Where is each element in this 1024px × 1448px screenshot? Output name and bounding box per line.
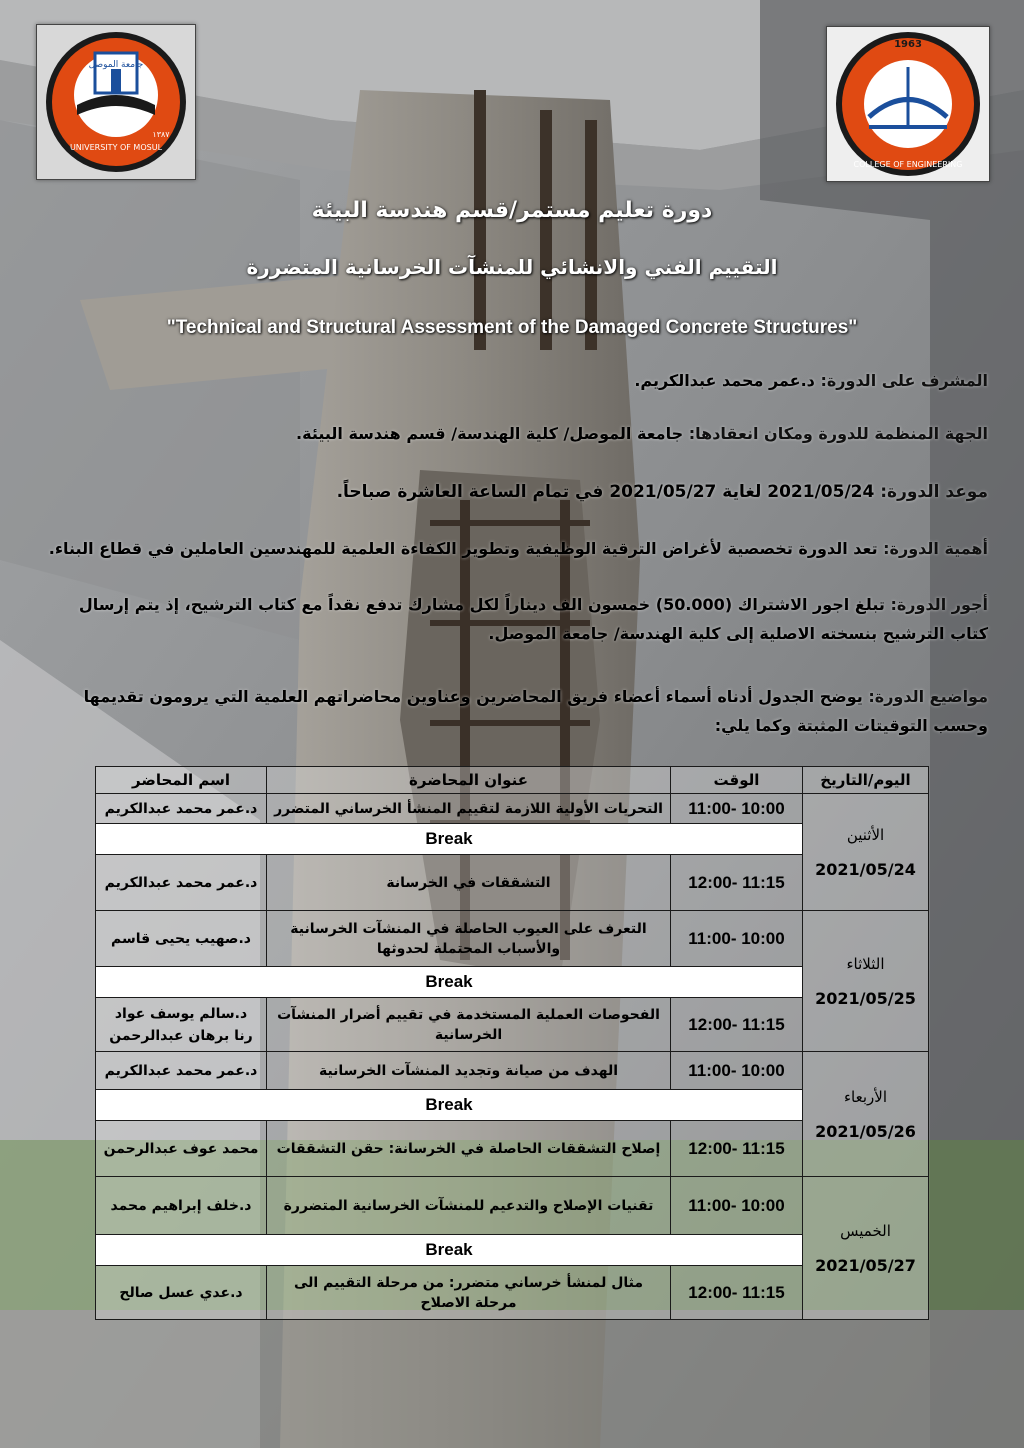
session-topic: التعرف على العيوب الحاصلة في المنشآت الخرسانية والأسباب المحتملة لحدوثها — [267, 911, 671, 967]
session-lecturer: د.عمر محمد عبدالكريم — [96, 1052, 267, 1090]
table-row — [96, 794, 929, 824]
supervisor-line — [40, 366, 988, 395]
session-lecturer: د.صهيب يحيى قاسم — [96, 911, 267, 967]
organizer-line — [40, 419, 988, 448]
session-time: 11:15 -12:00 — [671, 855, 803, 911]
session-topic: تقنيات الإصلاح والتدعيم للمنشآت الخرسانية المتضررة — [267, 1177, 671, 1235]
course-date-value: 2021/05/24 لغاية 2021/05/27 في تمام الساعة العاشرة صباحاً. — [336, 482, 875, 502]
supervisor-label: المشرف على الدورة: — [820, 371, 988, 390]
importance-line — [40, 534, 988, 563]
break-label: Break — [96, 824, 803, 855]
session-topic: الهدف من صيانة وتجديد المنشآت الخرسانية — [267, 1052, 671, 1090]
topics-value: يوضح الجدول أدناه أسماء أعضاء فريق المحاضرين وعناوين محاضراتهم العلمية التي يرومون تقديمها وحسب التوقيتات المثبتة وكما يلي: — [83, 687, 988, 735]
session-time: 11:15 -12:00 — [671, 1266, 803, 1320]
session-topic: التشققات في الخرسانة — [267, 855, 671, 911]
session-time: 10:00 -11:00 — [671, 1052, 803, 1090]
session-topic: التحريات الأولية اللازمة لتقييم المنشأ الخرساني المتضرر — [267, 794, 671, 824]
session-lecturer-second: رنا برهان عبدالرحمن — [109, 1027, 253, 1044]
session-lecturer: د.خلف إبراهيم محمد — [96, 1177, 267, 1235]
session-lecturer: د.عدي عسل صالح — [96, 1266, 267, 1320]
course-subtitle: التقييم الفني والانشائي للمنشآت الخرسانية المتضررة — [246, 255, 778, 279]
svg-text:UNIVERSITY OF MOSUL: UNIVERSITY OF MOSUL — [69, 143, 163, 152]
svg-text:COLLEGE OF ENGINEERING: COLLEGE OF ENGINEERING — [853, 160, 963, 169]
header-lecturer: اسم المحاضر — [96, 767, 267, 794]
session-time: 10:00 -11:00 — [671, 1177, 803, 1235]
header-time: الوقت — [671, 767, 803, 794]
svg-text:جامعة الموصل: جامعة الموصل — [88, 60, 144, 70]
session-topic: إصلاح التشققات الحاصلة في الخرسانة: حقن التشققات — [267, 1121, 671, 1177]
session-topic: مثال لمنشأ خرساني متضرر: من مرحلة التقييم الى مرحلة الاصلاح — [267, 1266, 671, 1320]
organizer-value: جامعة الموصل/ كلية الهندسة/ قسم هندسة البيئة. — [296, 424, 684, 443]
college-of-engineering-logo — [826, 26, 990, 182]
session-time: 10:00 -11:00 — [671, 911, 803, 967]
course-date-label: موعد الدورة: — [880, 482, 988, 502]
topics-label: مواضيع الدورة: — [868, 687, 988, 706]
break-label: Break — [96, 1235, 803, 1266]
day-cell-tuesday: الثلاثاء 2021/05/25 — [803, 911, 929, 1052]
university-of-mosul-logo — [36, 24, 196, 180]
importance-label: أهمية الدورة: — [883, 539, 988, 558]
break-label: Break — [96, 967, 803, 998]
importance-value: تعد الدورة تخصصية لأغراض الترقية الوظيفية وتطوير الكفاءة العلمية للمهندسين العاملين في قطاع البناء. — [48, 539, 878, 558]
session-lecturer: د.سالم يوسف عواد — [114, 1005, 248, 1022]
session-time: 11:15 -12:00 — [671, 998, 803, 1052]
table-row — [96, 1052, 929, 1090]
table-row — [96, 1177, 929, 1235]
organizer-label: الجهة المنظمة للدورة ومكان انعقادها: — [688, 424, 988, 443]
session-lecturer: د.عمر محمد عبدالكريم — [96, 855, 267, 911]
fees-paragraph — [40, 590, 988, 648]
schedule-table — [95, 766, 929, 1320]
session-lecturer: محمد عوف عبدالرحمن — [96, 1121, 267, 1177]
day-cell-wednesday: الأربعاء 2021/05/26 — [803, 1052, 929, 1177]
table-header-row — [96, 767, 929, 794]
day-cell-thursday: الخميس 2021/05/27 — [803, 1177, 929, 1320]
header-day: اليوم/التاريخ — [803, 767, 929, 794]
session-lecturer-pair — [96, 998, 267, 1052]
fees-label: أجور الدورة: — [890, 595, 988, 614]
break-label: Break — [96, 1090, 803, 1121]
day-cell-monday: الأثنين 2021/05/24 — [803, 794, 929, 911]
session-time: 11:15 -12:00 — [671, 1121, 803, 1177]
table-row — [96, 911, 929, 967]
supervisor-value: د.عمر محمد عبدالكريم. — [634, 371, 815, 390]
svg-text:1963: 1963 — [894, 39, 922, 50]
svg-text:١٣٨٧: ١٣٨٧ — [152, 130, 170, 139]
course-title-english: "Technical and Structural Assessment of the Damaged Concrete Structures" — [166, 317, 858, 338]
fees-value: تبلغ اجور الاشتراك (50.000) خمسون الف ديناراً لكل مشارك تدفع نقداً مع كتاب الترشيح، إذ يتم إرسال كتاب الترشيح بنسخته الاصلية إلى كلية الهندسة/ جامعة الموصل. — [78, 595, 988, 643]
session-lecturer: د.عمر محمد عبدالكريم — [96, 794, 267, 824]
session-topic: الفحوصات العملية المستخدمة في تقييم أضرار المنشآت الخرسانية — [267, 998, 671, 1052]
topics-paragraph — [40, 682, 988, 740]
session-time: 10:00 -11:00 — [671, 794, 803, 824]
header-topic: عنوان المحاضرة — [267, 767, 671, 794]
course-title: دورة تعليم مستمر/قسم هندسة البيئة — [311, 198, 713, 223]
course-date-line — [40, 478, 988, 507]
